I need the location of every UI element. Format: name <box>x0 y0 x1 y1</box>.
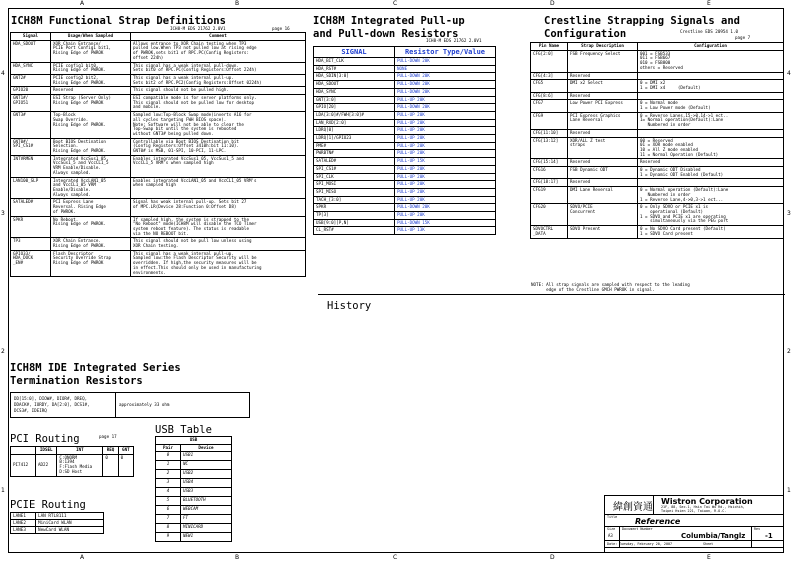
usb-row <box>156 524 232 533</box>
pullup-value: PULL-UP 20K <box>395 127 496 135</box>
strap-usage: Integrated VccSus1_05, VccSus1_5 and VccCL1_5 VRM Enable/Disable. Always sampled. <box>51 155 131 177</box>
crest-desc: Reserved <box>568 92 638 100</box>
strap-usage: PCI Express Lane Reversal. Rising Edge of PWROK. <box>51 199 131 216</box>
ide-signals: DD[15:0], DIOW#, DIOR#, DREQ, DDACK#, IORDY, DA[2:0], DCS1#, DCS3#, IDEIRQ <box>11 393 116 418</box>
crest-header-config: Configuration <box>638 43 784 51</box>
crest-row <box>531 112 784 129</box>
pullup-signal: HDA_RST# <box>314 65 395 73</box>
strap-title: ICH8M Functional Strap Definitions <box>11 15 226 27</box>
crest-desc: Reserved <box>568 179 638 187</box>
pcie-device: LAN RTL8111 <box>36 513 104 520</box>
zone-row-1-left: 1 <box>1 487 5 494</box>
title-block <box>604 495 784 553</box>
pullup-row <box>314 165 496 173</box>
crest-row <box>531 50 784 72</box>
pullup-value: PULL-DOWN 20K <box>395 73 496 81</box>
pullup-signal: TP[3] <box>314 212 395 220</box>
usb-pair: 4 <box>156 488 181 497</box>
pullup-row <box>314 81 496 89</box>
pullup-value: PULL-UP 20K <box>395 173 496 181</box>
usb-device: FT <box>181 515 232 524</box>
strap-comment: Controllable via Boot BIOS Destination bit (Config Registers:Offset 3410h:bit 11:10). GNT0# is MSB, 01-SPI, 10-PCI, 11-LPC. <box>131 138 306 155</box>
crest-pin: CFG[13:12] <box>531 137 568 159</box>
pullup-value: PULL-UP 20K <box>395 181 496 189</box>
crest-desc: DMI x2 Select <box>568 80 638 92</box>
strap-comment: ESI compatible mode is for server platforms only. This signal should not be pulled low for desktop and mobile. <box>131 95 306 112</box>
crest-desc: SDVO Present <box>568 226 638 238</box>
crest-subtitle: Crestline EDS 20954 1.0 <box>680 29 738 34</box>
ide-title-line2: Termination Resistors <box>10 375 143 387</box>
pci-req: 0 <box>103 454 118 476</box>
crest-config: 0 = Reverse Lanes,15->0,14->1 ect.. 1= Normal operation(Default):Lane Numbered in order <box>638 112 784 129</box>
pci-page: page 17 <box>99 434 117 439</box>
strap-usage: ESI Strap (Server Only) Rising Edge of PWROK <box>51 95 131 112</box>
ide-value: approximately 33 ohm <box>116 393 250 418</box>
pullup-signal: SPI_MOSI <box>314 181 395 189</box>
strap-row <box>11 155 306 177</box>
crest-config: 0 = Normal operation (Default):Lane Numbered in order 1 = Reverse Lane,4->0,3->1 ect... <box>638 187 784 204</box>
crest-config: Reserved <box>638 159 784 167</box>
crest-row <box>531 137 784 159</box>
zone-row-2-left: 2 <box>1 348 5 355</box>
strap-row <box>11 62 306 74</box>
crest-pin: SDVOCTRL _DATA <box>531 226 568 238</box>
strap-signal: SPKR <box>11 216 51 238</box>
pullup-row <box>314 58 496 66</box>
strap-header-usage: Usage/When Sampled <box>51 33 131 41</box>
pullup-signal: GNT[3:0] <box>314 96 395 104</box>
pullup-row <box>314 181 496 189</box>
crest-row <box>531 92 784 100</box>
strap-usage: No Reboot. Rising Edge of PWROK. <box>51 216 131 238</box>
label-docnum: Document Number <box>622 527 653 531</box>
crest-pin: CFG[11:10] <box>531 129 568 137</box>
crest-desc: Reserved <box>568 72 638 80</box>
strap-row <box>11 112 306 139</box>
pullup-signal: HDA_SYNC <box>314 88 395 96</box>
sheet-label: Sheet <box>703 542 714 546</box>
crest-row <box>531 100 784 112</box>
zone-col-a-top: A <box>80 0 85 7</box>
sheet-size: A3 <box>608 533 613 538</box>
pullup-signal: SPI_MISO <box>314 188 395 196</box>
strap-page: page 16 <box>272 26 290 31</box>
strap-usage: PCIE config2 bit2, Rising Edge of PWROK. <box>51 74 131 86</box>
crest-title-line2: Configuration <box>544 28 627 40</box>
sheet-date: Tuesday, February 20, 2007 <box>619 542 673 546</box>
pullup-row <box>314 88 496 96</box>
pullup-row <box>314 65 496 73</box>
label-date: Date: <box>607 542 618 546</box>
strap-comment: Enables integrated VccSus1_05, VccSus1_5 and VccCL1_5 VRM's when sampled high <box>131 155 306 177</box>
pullup-row <box>314 104 496 112</box>
strap-subtitle: ICH8-M EDS 21762 2.0V1 <box>170 26 226 31</box>
crest-note: NOTE: All strap signals are sampled with respect to the leading edge of the Crestline GMCH PWROK in signal. <box>531 282 690 292</box>
pullup-signal: LAN_RXD[2:0] <box>314 119 395 127</box>
crest-desc: FSB Frequency Select <box>568 50 638 72</box>
pullup-signal: SPI_CS1# <box>314 165 395 173</box>
zone-row-3-right: 3 <box>787 210 791 217</box>
usb-row <box>156 470 232 479</box>
usb-row <box>156 497 232 506</box>
crest-config: 00 = Reserved 01 = XOR mode enabled 10 = All Z mode enabled 11 = Normal Operation (Default) <box>638 137 784 159</box>
crest-config: 0 = DMI x2 1 = DMI x4 (Default) <box>638 80 784 92</box>
usb-row <box>156 479 232 488</box>
pcie-device: MiniCard WLAN <box>36 520 104 527</box>
crest-table <box>530 42 784 239</box>
pullup-row <box>314 227 496 235</box>
pullup-row <box>314 188 496 196</box>
pullup-row <box>314 135 496 143</box>
strap-comment: This signal should not be pull low unless using XOR Chain testing. <box>131 238 306 250</box>
crest-pin: CFG19 <box>531 187 568 204</box>
crest-desc: DMI Lane Reversal <box>568 187 638 204</box>
strap-signal: GNT2# <box>11 74 51 86</box>
crest-pin: CFG9 <box>531 112 568 129</box>
pullup-value: PULL-DOWN 20K <box>395 204 496 212</box>
strap-usage: XOR Chain Entrance/ PCIE Port Config1 bit1, Rising Edge of PWROK <box>51 40 131 62</box>
history-rule <box>318 294 785 295</box>
pcie-row <box>11 513 104 520</box>
strap-comment: This signal has a weak internal pull-up. Sets bit2 of RPC.PC2(Config Registers:Offset 0224h) <box>131 74 306 86</box>
pullup-value: PULL-UP 20K <box>395 96 496 104</box>
crest-desc: Low Power PCI Express <box>568 100 638 112</box>
crest-config: 0 = Only SDVO or PCIE x1 is operational (Default) 1 = SDVO and PCIE x1 are operating simultaneously via the PEG port <box>638 204 784 226</box>
strap-signal: GNT3# <box>11 112 51 139</box>
pullup-title-line1: ICH8M Integrated Pull-up <box>313 15 465 27</box>
strap-usage: Flash Descriptor Security Override Strap Rising Edge of PWROK <box>51 250 131 277</box>
strap-row <box>11 238 306 250</box>
strap-table <box>10 32 306 277</box>
pci-device: PI7412 <box>11 454 36 476</box>
crest-desc: XOR/ALL Z test straps <box>568 137 638 159</box>
strap-header-signal: Signal <box>11 33 51 41</box>
pullup-table <box>313 46 496 235</box>
usb-device: USB4 <box>181 479 232 488</box>
pullup-signal: HDA_BIT_CLK <box>314 58 395 66</box>
label-title: Title <box>607 515 618 519</box>
pcie-device: NewCard WLAN <box>36 527 104 534</box>
zone-col-e-top: E <box>707 0 711 7</box>
pullup-row <box>314 119 496 127</box>
pullup-value: PULL-DOWN 20K <box>395 81 496 89</box>
pullup-value: PULL-DOWN 15K <box>395 219 496 227</box>
pullup-value: PULL-UP 20K <box>395 188 496 196</box>
crest-config <box>638 179 784 187</box>
crest-row <box>531 167 784 179</box>
pci-header-gnt: GNT <box>118 447 133 455</box>
crest-config: 001 = FSB533 011 = FSB667 010 = FSB800 others = Reserved <box>638 50 784 72</box>
pci-header-int: INT <box>57 447 103 455</box>
crest-header-desc: Strap Description <box>568 43 638 51</box>
strap-signal: SATALED# <box>11 199 51 216</box>
pullup-value: PULL-UP 20K <box>395 142 496 150</box>
usb-pair: 2 <box>156 470 181 479</box>
zone-col-b-top: B <box>235 0 240 7</box>
pullup-row <box>314 173 496 181</box>
strap-signal: GPIO20 <box>11 87 51 95</box>
strap-row <box>11 199 306 216</box>
usb-pair: 7 <box>156 515 181 524</box>
crest-desc: Reserved <box>568 129 638 137</box>
crest-pin: CFG5 <box>531 80 568 92</box>
pullup-value: PULL-UP 20K <box>395 119 496 127</box>
pullup-signal: TACH_[3:0] <box>314 196 395 204</box>
strap-usage: Integrated VccLAN1_05 and VccCL1_05 VRM Enable/Disable. Always sampled. <box>51 177 131 199</box>
strap-comment: Allows entrance to XOR Chain testing when TP3 pulled low.When TP3 not pulled low at rising edge of PWROK,sets bit1 of RPC.PC(Config Registers: offset 224h) <box>131 40 306 62</box>
history-title: History <box>327 300 372 312</box>
pullup-value: PULL-UP 20K <box>395 212 496 220</box>
pullup-row <box>314 142 496 150</box>
pullup-row <box>314 73 496 81</box>
pullup-signal: SPI_CLK <box>314 173 395 181</box>
usb-pair: 1 <box>156 461 181 470</box>
usb-device: NC <box>181 461 232 470</box>
usb-header-pair: Pair <box>156 444 181 452</box>
zone-col-c-top: C <box>393 0 398 7</box>
strap-signal: TP3 <box>11 238 51 250</box>
crest-config: 0 = Dynamic ODT Disabled 1 = Dynamic ODT Enabled (Default) <box>638 167 784 179</box>
label-rev: Rev <box>754 527 761 531</box>
pullup-header-type: Resistor Type/Value <box>395 47 496 58</box>
zone-col-d-bottom: D <box>550 554 555 561</box>
crest-pin: CFG16 <box>531 167 568 179</box>
crest-row <box>531 187 784 204</box>
strap-comment: This signal should not be pulled high. <box>131 87 306 95</box>
pullup-value: PULL-UP 20K <box>395 135 496 143</box>
usb-device: NEW1 <box>181 533 232 542</box>
usb-device: USB1 <box>181 452 232 461</box>
zone-col-e-bottom: E <box>707 554 711 561</box>
pullup-signal: LDRQ[1]/GPIO23 <box>314 135 395 143</box>
crest-desc: FSB Dynamic ODT <box>568 167 638 179</box>
pullup-signal: CL_RST# <box>314 227 395 235</box>
pullup-value: PULL-UP 20K <box>395 150 496 158</box>
pullup-signal: PWRBTN# <box>314 150 395 158</box>
pullup-subtitle: ICH8-M EDS 21762 2.0V1 <box>426 38 482 43</box>
pullup-row <box>314 150 496 158</box>
crest-desc: Reserved <box>568 159 638 167</box>
crest-row <box>531 159 784 167</box>
usb-row <box>156 533 232 542</box>
strap-comment: This signal has a weak internal pull-up. Sampled low:the Flash Descriptor Security will be overridden. If high,the security measures will be in effect.This should only be used in manufacturing environments. <box>131 250 306 277</box>
usb-pair: 0 <box>156 452 181 461</box>
strap-row <box>11 95 306 112</box>
usb-header-device: Device <box>181 444 232 452</box>
pcie-lane: LANE1 <box>11 513 36 520</box>
zone-col-a-bottom: A <box>80 554 85 561</box>
zone-col-b-bottom: B <box>235 554 240 561</box>
ide-table <box>10 392 250 418</box>
crest-config <box>638 129 784 137</box>
strap-signal: GNT0#/ SPI_CS1# <box>11 138 51 155</box>
strap-row <box>11 40 306 62</box>
crest-pin: CFG[4:3] <box>531 72 568 80</box>
strap-row <box>11 87 306 95</box>
pullup-signal: USB[9:0][P,N] <box>314 219 395 227</box>
strap-signal: GPIO33/ HDA_DOCK _EN# <box>11 250 51 277</box>
zone-row-2-right: 2 <box>787 348 791 355</box>
crest-pin: CFG7 <box>531 100 568 112</box>
pullup-row <box>314 158 496 166</box>
crest-row <box>531 179 784 187</box>
pullup-row <box>314 196 496 204</box>
pullup-value: PULL-DOWN 20K <box>395 104 496 112</box>
company-name: Wistron Corporation <box>661 497 753 506</box>
usb-device: WEBCAM <box>181 506 232 515</box>
pcie-row <box>11 527 104 534</box>
company-address: 21F, 88, Sec.1, Hsin Tai Wu Rd., Hsichih, Taipei Hsien 221, Taiwan, R.O.C. <box>661 505 745 513</box>
pullup-signal: SATALED# <box>314 158 395 166</box>
pullup-signal: HDA_SDOUT <box>314 81 395 89</box>
pci-idsel: AD22 <box>36 454 57 476</box>
crest-page: page 7 <box>735 35 751 40</box>
strap-usage: XOR Chain Entrance. Rising Edge of PWROK. <box>51 238 131 250</box>
strap-signal: LAN100_SLP <box>11 177 51 199</box>
strap-usage: Reserved <box>51 87 131 95</box>
pullup-signal: GPIO[20] <box>314 104 395 112</box>
pullup-value: PULL-UP 15K <box>395 158 496 166</box>
strap-signal: HDA_SYNC <box>11 62 51 74</box>
pullup-row <box>314 127 496 135</box>
strap-signal: INTVRMEN <box>11 155 51 177</box>
crest-config: 0 = No SDVO Card present (Default) 1 = SDVO Card present <box>638 226 784 238</box>
usb-group-header: USB <box>156 437 232 445</box>
pullup-header-signal: SIGNAL <box>314 47 395 58</box>
strap-row <box>11 138 306 155</box>
pullup-value: PULL-UP 20K <box>395 196 496 204</box>
strap-comment: Signal has weak internal pull-up. Sets bit 27 of MPC.LR(Device 28:Function 0:Offset D8) <box>131 199 306 216</box>
crest-header-pin: Pin Name <box>531 43 568 51</box>
crest-row <box>531 72 784 80</box>
strap-comment: If sampled high, the system is strapped to the "No Reboot" mode(ICH8M will disable the TCO Timer system reboot feature). The status is readable via the NO REBOOT bit. <box>131 216 306 238</box>
pcie-title: PCIE Routing <box>10 499 86 511</box>
zone-col-c-bottom: C <box>393 554 398 561</box>
usb-device: USB3 <box>181 488 232 497</box>
strap-signal: HDA_SDOUT <box>11 40 51 62</box>
revision: -1 <box>765 532 773 540</box>
pcie-row <box>11 520 104 527</box>
usb-pair: 8 <box>156 524 181 533</box>
pci-table <box>10 446 134 477</box>
crest-config: 0 = Normal mode 1 = Low Power mode (Default) <box>638 100 784 112</box>
pci-header-blank <box>11 447 36 455</box>
pci-title: PCI Routing <box>10 433 80 445</box>
usb-table <box>155 436 232 542</box>
pullup-value: PULL-UP 13K <box>395 227 496 235</box>
strap-row <box>11 250 306 277</box>
zone-row-1-right: 1 <box>787 487 791 494</box>
strap-usage: Boot BIOS Destination Selection. Rising Edge of PWROK. <box>51 138 131 155</box>
strap-comment: Sampled low:Top-Block Swap mode(inverts A16 for all cycles targeting FWH BIOS space). Note: Software will not be able to clear the Top-Swap bit until the system is rebooted without GNT3# being pulled down. <box>131 112 306 139</box>
pullup-row <box>314 204 496 212</box>
crest-row <box>531 204 784 226</box>
crest-config <box>638 72 784 80</box>
strap-usage: Top-Block Swap Override. Rising Edge of PWROK. <box>51 112 131 139</box>
pullup-value: PULL-UP 20K <box>395 111 496 119</box>
crest-row <box>531 129 784 137</box>
pullup-row <box>314 219 496 227</box>
crest-pin: CFG[18:17] <box>531 179 568 187</box>
zone-row-4-right: 4 <box>787 70 791 77</box>
strap-usage: PCIE config1 bit0, Rising Edge of PWROK. <box>51 62 131 74</box>
crest-pin: CFG20 <box>531 204 568 226</box>
usb-device: USB2 <box>181 470 232 479</box>
usb-row <box>156 488 232 497</box>
sheet-title: Reference <box>635 517 681 526</box>
usb-pair: 6 <box>156 506 181 515</box>
usb-pair: 3 <box>156 479 181 488</box>
pci-int: C:ONORM B:1394 F:Flash Media D:SD Host <box>57 454 103 476</box>
strap-header-comment: Comment <box>131 33 306 41</box>
pullup-signal: HDA_SDIN[3:0] <box>314 73 395 81</box>
crest-row <box>531 226 784 238</box>
pcie-lane: LANE2 <box>11 520 36 527</box>
document-number: Columbia/Tanglz <box>681 532 746 540</box>
strap-row <box>11 216 306 238</box>
usb-title: USB Table <box>155 424 212 436</box>
usb-device: MINICARD <box>181 524 232 533</box>
usb-pair: 9 <box>156 533 181 542</box>
pci-gnt: 0 <box>118 454 133 476</box>
usb-row <box>156 452 232 461</box>
pullup-signal: PME# <box>314 142 395 150</box>
crest-pin: CFG[8:6] <box>531 92 568 100</box>
pci-header-idsel: IDSEL <box>36 447 57 455</box>
usb-row <box>156 506 232 515</box>
pullup-title-line2: and Pull-down Resistors <box>313 28 459 40</box>
crest-desc: SDVO/PCIE Concurrent <box>568 204 638 226</box>
strap-comment: This signal has a weak internal pull-down. Sets bit0 of RPC.PC(Config Registers:Offset 224h) <box>131 62 306 74</box>
pullup-signal: SPKR <box>314 204 395 212</box>
pullup-row <box>314 212 496 220</box>
zone-col-d-top: D <box>550 0 555 7</box>
strap-row <box>11 74 306 86</box>
crest-desc: PCI Express Graphics Lane Reversal <box>568 112 638 129</box>
pullup-value: NONE <box>395 65 496 73</box>
strap-signal: GNT1#/ GPIO51 <box>11 95 51 112</box>
pullup-value: PULL-UP 20K <box>395 165 496 173</box>
crest-title-line1: Crestline Strapping Signals and <box>544 15 740 27</box>
pullup-row <box>314 96 496 104</box>
strap-row <box>11 177 306 199</box>
crest-pin: CFG[15:14] <box>531 159 568 167</box>
usb-row <box>156 515 232 524</box>
crest-row <box>531 80 784 92</box>
usb-row <box>156 461 232 470</box>
pullup-value: PULL-DOWN 20K <box>395 88 496 96</box>
crest-pin: CFG[2:0] <box>531 50 568 72</box>
crest-config <box>638 92 784 100</box>
zone-row-4-left: 4 <box>1 70 5 77</box>
pci-header-req: REQ <box>103 447 118 455</box>
pullup-signal: LDRQ[0] <box>314 127 395 135</box>
strap-comment: Enables integrated VccLAN1_05 and VccCL1_05 VRM's when sampled high <box>131 177 306 199</box>
pullup-value: PULL-DOWN 20K <box>395 58 496 66</box>
pcie-table <box>10 512 104 534</box>
zone-row-3-left: 3 <box>1 210 5 217</box>
pullup-row <box>314 111 496 119</box>
label-size: Size <box>607 527 616 531</box>
pullup-signal: LDA[3:0]#/FWH[3:0]# <box>314 111 395 119</box>
ide-title-line1: ICH8M IDE Integrated Series <box>10 362 181 374</box>
usb-device: BLUETOOTH <box>181 497 232 506</box>
usb-pair: 5 <box>156 497 181 506</box>
company-logo-chinese: 緯創資通 <box>613 502 653 513</box>
pcie-lane: LANE3 <box>11 527 36 534</box>
